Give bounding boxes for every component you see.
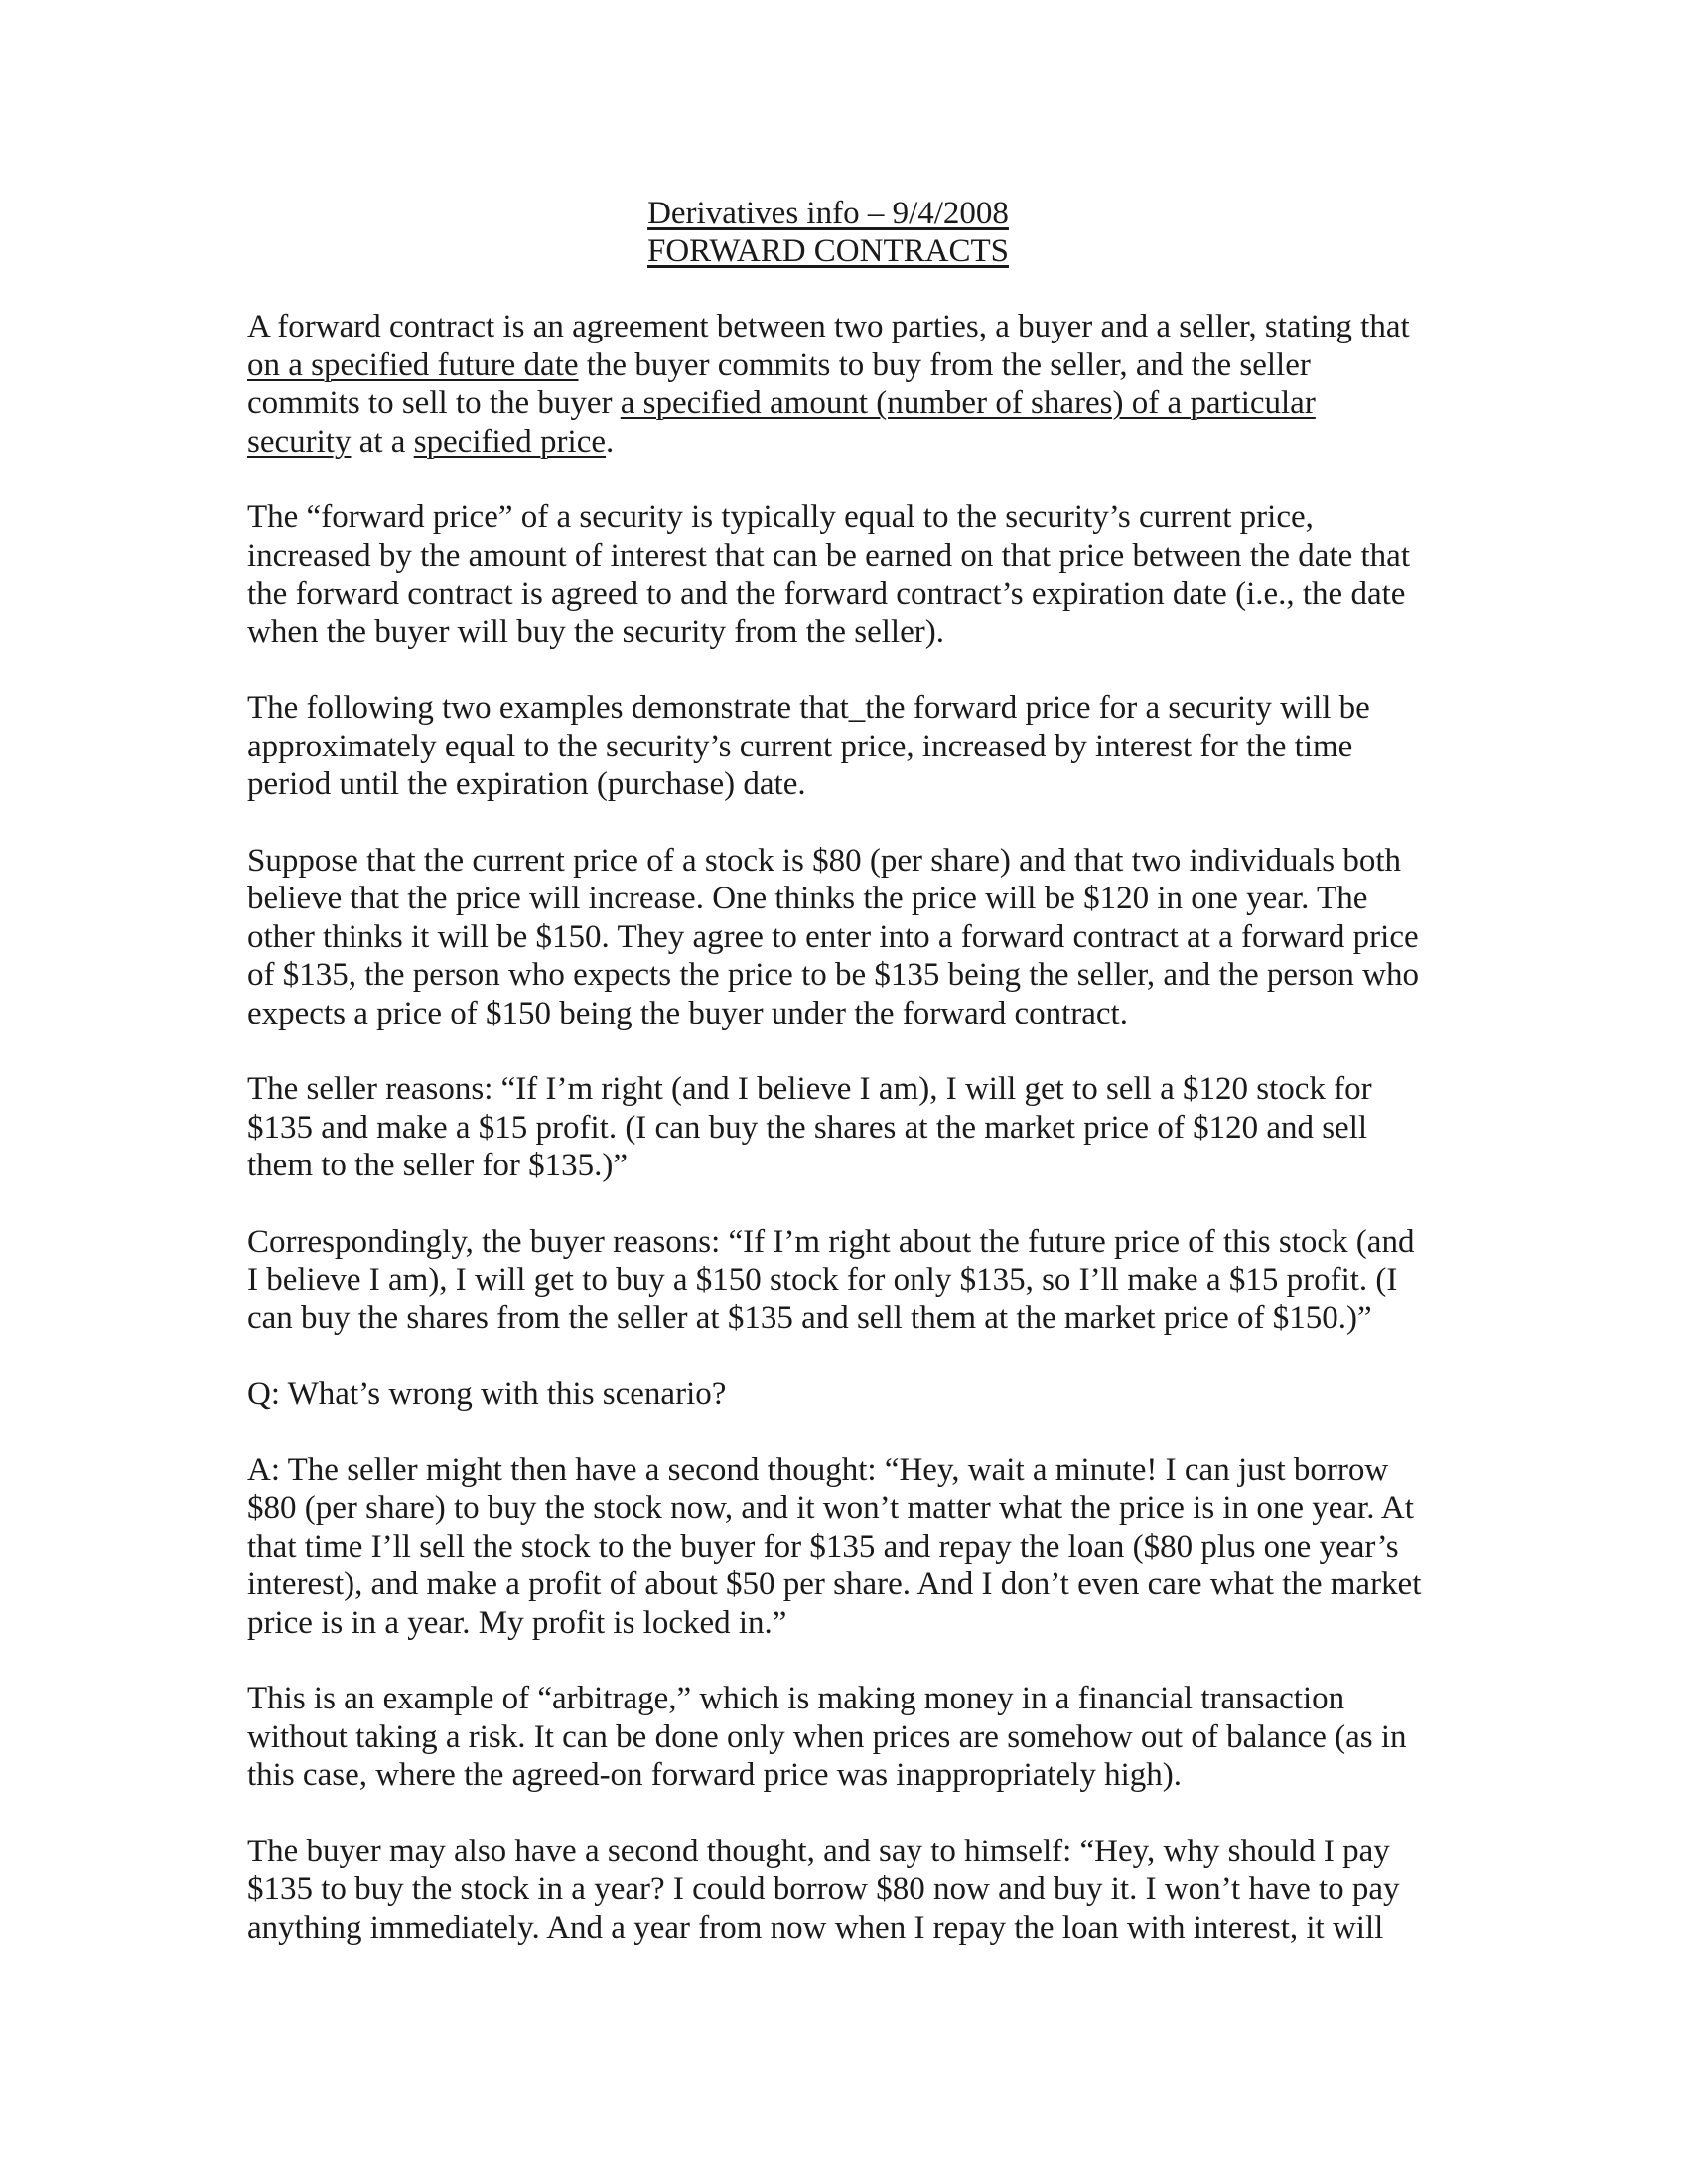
paragraph-buyer-second-thought [247,1833,1439,1948]
text-line [247,423,1439,462]
text-line: The seller reasons: “If I’m right (and I believe I am), I will get to sell a $120 stock for [247,1071,1372,1107]
text-line: period until the expiration (purchase) date. [247,766,806,802]
text-line: of $135, the person who expects the price to be $135 being the seller, and the person who [247,957,1419,993]
underlined-phrase: a specified amount (number of shares) of a particular [620,385,1316,421]
text-line: anything immediately. And a year from now when I repay the loan with interest, it will [247,1909,1384,1946]
text-line: that time I’ll sell the stock to the buyer for $135 and repay the loan ($80 plus one year’s [247,1528,1399,1565]
paragraph-forward-price [247,498,1439,651]
text-line: The buyer may also have a second thought, and say to himself: “Hey, why should I pay [247,1833,1390,1869]
text-line: believe that the price will increase. One thinks the price will be $120 in one year. The [247,881,1368,916]
text-line: A: The seller might then have a second thought: “Hey, wait a minute! I can just borrow [247,1451,1389,1488]
text-line: $135 and make a $15 profit. (I can buy the shares at the market price of $120 and sell [247,1109,1368,1146]
text-line: without taking a risk. It can be done only when prices are somehow out of balance (as in [247,1718,1407,1755]
paragraph-answer [247,1451,1439,1643]
underlined-phrase: security [247,423,352,460]
text-line: $80 (per share) to buy the stock now, and it won’t matter what the price is in one year. At [247,1490,1414,1526]
text-line: approximately equal to the security’s current price, increased by interest for the time [247,728,1353,764]
text-line: this case, where the agreed-on forward price was inappropriately high). [247,1757,1183,1793]
text-line: price is in a year. My profit is locked in.” [247,1604,787,1641]
text-fragment: . [606,423,615,460]
underlined-phrase: specified price [413,423,606,460]
paragraph-question [247,1375,1439,1414]
text-line: when the buyer will buy the security from the seller). [247,614,944,650]
text-line: Correspondingly, the buyer reasons: “If I’m right about the future price of this stock (and [247,1223,1415,1260]
text-line: interest), and make a profit of about $50 per share. And I don’t even care what the market [247,1567,1422,1602]
header-date-line: Derivatives info – 9/4/2008 [647,196,1009,231]
text-line [247,384,1439,423]
paragraph-arbitrage [247,1680,1439,1795]
underlined-phrase: on a specified future date [247,346,579,383]
paragraph-scenario [247,842,1439,1033]
text-line: The “forward price” of a security is typically equal to the security’s current price, [247,499,1314,535]
text-line: other thinks it will be $150. They agree to enter into a forward contract at a forward price [247,918,1419,955]
text-fragment: the buyer commits to buy from the seller, and the seller [578,346,1311,383]
text-line: This is an example of “arbitrage,” which is making money in a financial transaction [247,1681,1345,1716]
text-line: The following two examples demonstrate that_the forward price for a security will be [247,690,1370,726]
text-line: Suppose that the current price of a stock is $80 (per share) and that two individuals both [247,842,1402,879]
text-line: expects a price of $150 being the buyer under the forward contract. [247,995,1128,1031]
paragraph-seller-reasons [247,1070,1439,1185]
text-line [247,346,1439,385]
text-line: $135 to buy the stock in a year? I could borrow $80 now and buy it. I won’t have to pay [247,1871,1400,1907]
document-page [247,195,1439,1947]
text-line: them to the seller for $135.)” [247,1148,629,1183]
text-fragment: at a [351,423,414,460]
text-line: increased by the amount of interest that can be earned on that price between the date that [247,537,1411,574]
paragraph-definition [247,308,1439,461]
text-line: A forward contract is an agreement between two parties, a buyer and a seller, stating that [247,309,1410,344]
header-title: FORWARD CONTRACTS [647,233,1009,269]
paragraph-examples-intro [247,689,1439,804]
text-line: the forward contract is agreed to and the forward contract’s expiration date (i.e., the date [247,576,1406,612]
paragraph-buyer-reasons [247,1223,1439,1338]
text-line: can buy the shares from the seller at $135 and sell them at the market price of $150.)” [247,1299,1372,1336]
text-line: I believe I am), I will get to buy a $150 stock for only $135, so I’ll make a $15 profit. (I [247,1262,1398,1297]
text-line: Q: What’s wrong with this scenario? [247,1376,727,1412]
text-fragment: commits to sell to the buyer [247,385,621,421]
document-header [217,195,1439,270]
